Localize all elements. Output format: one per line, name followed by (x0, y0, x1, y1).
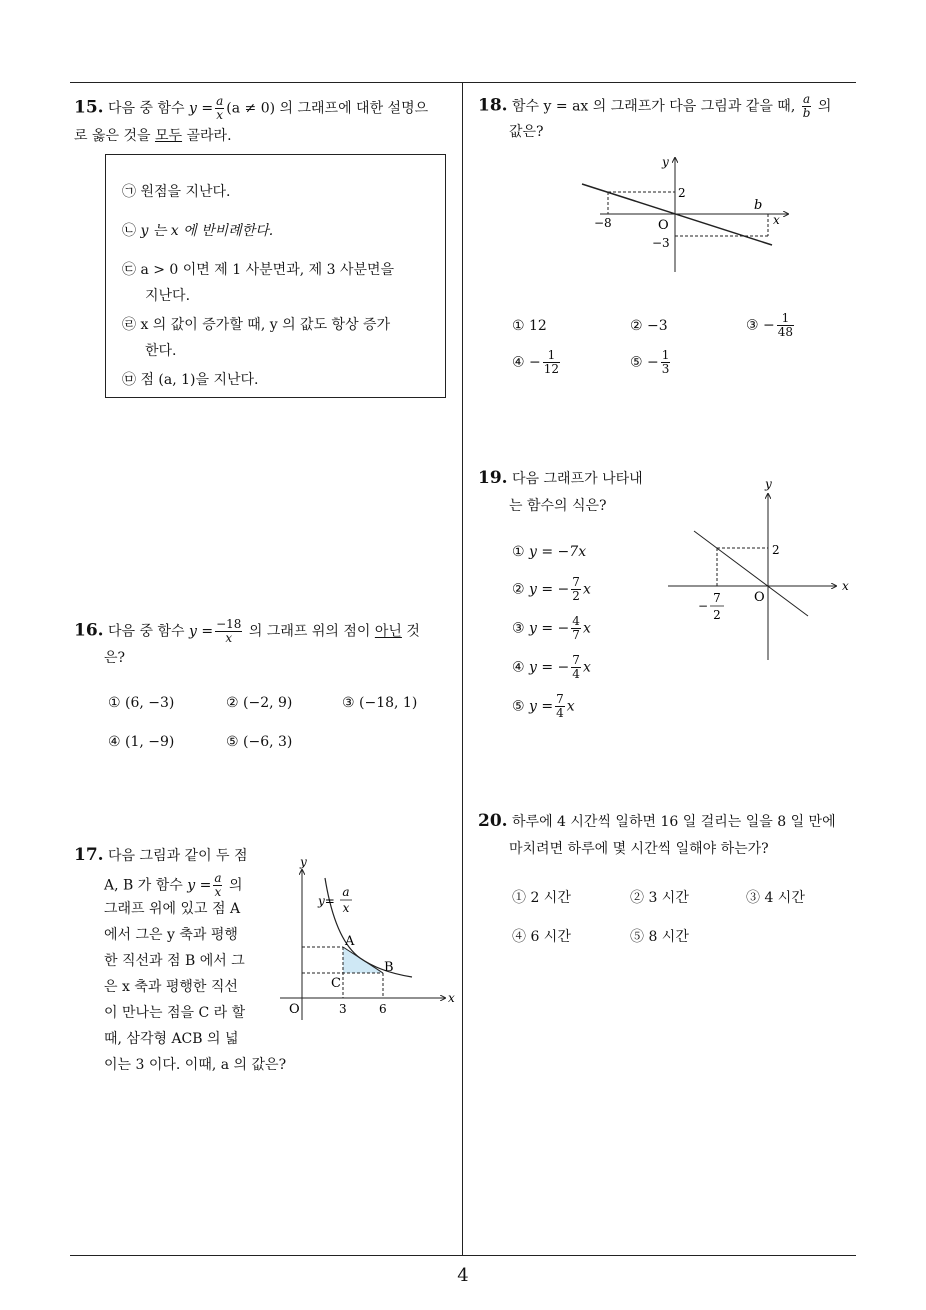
item-mark: ㉤ (122, 372, 136, 388)
choice-sign: − (647, 354, 659, 371)
tick-sign: − (698, 599, 709, 613)
q17-line1 (74, 845, 248, 865)
frac-num: 4 (572, 614, 580, 628)
q19-choice-5[interactable] (512, 693, 575, 720)
q16-text-a: 다음 중 함수 (108, 623, 185, 640)
q15-frac-den: x (216, 108, 224, 122)
q18-line1 (478, 93, 831, 120)
q19-choice-3[interactable] (512, 615, 591, 642)
q18-choice-5[interactable] (630, 349, 672, 376)
tick-m8: −8 (594, 216, 612, 230)
q17-line6: 은 x 축과 평행한 직선 (104, 979, 238, 995)
q16-line1 (74, 618, 420, 645)
q20-text: 하루에 4 시간씩 일하면 16 일 걸리는 일을 8 일 만에 (512, 814, 836, 830)
choice-mark: ② (512, 581, 525, 598)
q15-text-a: 다음 중 함수 (108, 100, 185, 117)
q15-func-lhs: y = (189, 100, 214, 117)
curve-eq-lhs: y= (318, 894, 335, 908)
q19-text: 다음 그래프가 나타내 (512, 471, 643, 487)
y-label: y (765, 477, 772, 491)
tick-2: 2 (678, 186, 686, 200)
q15-item-5 (122, 369, 259, 389)
frac-num: 7 (556, 692, 564, 706)
q20-choice-2[interactable]: ② 3 시간 (630, 890, 689, 906)
point-b-label: B (384, 960, 394, 975)
choice-mark: ④ (512, 354, 525, 371)
q16-choice-2[interactable]: ② (−2, 9) (226, 695, 293, 711)
tick-3: 3 (339, 1002, 347, 1016)
q15-item-3 (122, 259, 394, 279)
page-number: 4 (457, 1265, 469, 1286)
frac-num: 1 (661, 348, 670, 362)
q15-item-1 (122, 181, 231, 201)
point-a-label: A (345, 934, 355, 949)
curve-eq-den: x (342, 901, 350, 915)
q17-text: 다음 그림과 같이 두 점 (108, 848, 248, 864)
q16-choice-4[interactable]: ④ (1, −9) (108, 734, 175, 750)
q15-text-b: 의 그래프에 대한 설명으 (279, 100, 429, 117)
y-label: y (300, 855, 307, 869)
choice-mark: ③ (512, 620, 525, 637)
q17-fraction (213, 872, 222, 899)
q17-line3: 그래프 위에 있고 점 A (104, 901, 241, 917)
choice-mark: ④ (512, 659, 525, 676)
q17-line2 (104, 872, 242, 899)
q18-frac-num: a (803, 92, 811, 106)
q17-line4: 에서 그은 y 축과 평행 (104, 927, 238, 943)
q16-line2: 은? (104, 650, 126, 666)
point-c-label: C (331, 976, 341, 991)
choice-mark: ⑤ (630, 354, 643, 371)
choice-mark: ⑤ (512, 698, 525, 715)
q18-graph (580, 152, 800, 276)
q20-choice-1[interactable]: ① 2 시간 (512, 890, 571, 906)
item-text: 점 (a, 1)을 지난다. (140, 372, 259, 388)
origin-label: O (289, 1002, 300, 1017)
item-text: 원점을 지난다. (140, 184, 231, 200)
q15-underlined: 모두 (154, 128, 183, 144)
top-rule (70, 82, 856, 83)
frac-den: 7 (572, 628, 580, 642)
frac-den: 3 (661, 362, 670, 376)
q19-graph (664, 476, 860, 662)
choice-mark: ① (512, 544, 525, 560)
q16-choice-1[interactable]: ① (6, −3) (108, 695, 175, 711)
frac-den: 48 (777, 325, 794, 339)
q17-line5: 한 직선과 점 B 에서 그 (104, 953, 245, 969)
item-mark: ㉠ (122, 184, 136, 200)
x-label: x (448, 991, 455, 1005)
q19-choice-1[interactable] (512, 544, 586, 560)
q16-text-b: 의 그래프 위의 점이 (248, 623, 375, 640)
q15-line1 (74, 95, 428, 122)
choice-text: 12 (529, 318, 547, 334)
choice-post: x (582, 620, 591, 637)
q16-underlined: 아닌 (374, 623, 402, 640)
choice-text: −3 (647, 318, 668, 334)
item-text: x 의 값이 증가할 때, y 의 값도 항상 증가 (140, 317, 391, 333)
q15-item-4 (122, 314, 390, 334)
hyperbola-curve (325, 878, 412, 977)
choice-sign: − (763, 317, 775, 334)
q15-frac-num: a (216, 94, 224, 108)
q17-line9: 이는 3 이다. 이때, a 의 값은? (104, 1057, 287, 1073)
frac-den: 2 (572, 589, 580, 603)
q17-line8: 때, 삼각형 ACB 의 넓 (104, 1031, 239, 1047)
tick-2: 2 (772, 543, 780, 557)
q20-choice-3[interactable]: ③ 4 시간 (746, 890, 805, 906)
choice-pre: y = − (529, 620, 570, 637)
q18-number: 18. (478, 95, 508, 116)
tick-m3: −3 (652, 236, 670, 250)
function-line (694, 531, 808, 616)
choice-fraction (661, 349, 671, 376)
q19-line1 (478, 468, 643, 488)
choice-post: x (582, 659, 591, 676)
q16-number: 16. (74, 620, 104, 641)
frac-num: 7 (572, 575, 580, 589)
item-text: y 는 x 에 반비례한다. (140, 223, 274, 239)
q15-item-3-cont: 지난다. (145, 288, 191, 304)
q20-choice-5[interactable]: ⑤ 8 시간 (630, 929, 689, 945)
choice-mark: ② (630, 318, 643, 334)
q18-line2: 값은? (509, 124, 544, 140)
choice-post: x (582, 581, 591, 598)
choice-pre: y = (529, 698, 554, 715)
q15-func-cond: (a ≠ 0) (226, 100, 276, 117)
q17-graph (280, 850, 460, 1020)
bottom-rule (70, 1255, 856, 1256)
q20-line1 (478, 811, 836, 831)
item-mark: ㉢ (122, 262, 136, 278)
q15-item-4-cont: 한다. (145, 343, 177, 359)
q16-func-lhs: y = (189, 623, 214, 640)
q17-number: 17. (74, 845, 104, 865)
q17-func-lhs: y = (187, 877, 212, 894)
choice-fraction (555, 693, 565, 720)
q16-choice-3[interactable]: ③ (−18, 1) (342, 695, 418, 711)
choice-mark: ③ (746, 317, 759, 334)
q18-choice-1[interactable] (512, 318, 547, 334)
q18-choice-2[interactable] (630, 318, 668, 334)
choice-pre: y = − (529, 581, 570, 598)
choice-fraction (571, 576, 581, 603)
q20-choice-4[interactable]: ④ 6 시간 (512, 929, 571, 945)
x-label: x (842, 579, 849, 593)
q18-choice-3[interactable] (746, 312, 796, 339)
q15-fraction (215, 95, 224, 122)
choice-fraction (543, 349, 560, 376)
choice-sign: − (529, 354, 541, 371)
frac-den: 12 (543, 362, 560, 376)
item-text: a > 0 이면 제 1 사분면과, 제 3 사분면을 (140, 262, 395, 278)
q15-line2-a: 로 옳은 것을 (74, 128, 155, 144)
q20-number: 20. (478, 811, 508, 831)
q19-choice-4[interactable] (512, 654, 591, 681)
tick-den: 2 (713, 608, 721, 622)
q16-fraction (215, 618, 242, 645)
q18-choice-4[interactable] (512, 349, 562, 376)
q17-func-tail: 의 (228, 877, 243, 894)
q15-line2-b: 골라라. (182, 128, 232, 144)
q16-frac-den: x (225, 631, 233, 645)
q18-frac-den: b (802, 106, 811, 120)
q17-line7: 이 만나는 점을 C 라 할 (104, 1005, 246, 1021)
choice-fraction (571, 615, 581, 642)
q18-fraction (802, 93, 812, 120)
frac-num: 1 (543, 349, 560, 363)
tick-6: 6 (379, 1002, 387, 1016)
q17-frac-den: x (214, 885, 222, 899)
column-divider (462, 82, 463, 1256)
q17-text: A, B 가 함수 (104, 877, 183, 894)
frac-num: 1 (777, 312, 794, 326)
item-mark: ㉣ (122, 317, 136, 333)
choice-fraction (571, 654, 581, 681)
q16-choice-5[interactable]: ⑤ (−6, 3) (226, 734, 293, 750)
choice-fraction (777, 312, 794, 339)
tick-b: b (754, 198, 763, 213)
origin-label: O (754, 590, 765, 605)
frac-den: 4 (572, 667, 580, 681)
q18-text-a: 함수 y = ax 의 그래프가 다음 그림과 같을 때, (512, 98, 796, 115)
curve-eq-num: a (342, 885, 350, 899)
q19-line2: 는 함수의 식은? (509, 498, 607, 514)
q16-text-c: 것 (401, 623, 420, 640)
q15-number: 15. (74, 97, 104, 118)
tick-num: 7 (713, 591, 721, 605)
q17-frac-num: a (214, 871, 222, 885)
choice-text: y = −7x (529, 544, 587, 560)
choice-post: x (566, 698, 575, 715)
y-label: y (662, 155, 669, 169)
choice-mark: ① (512, 318, 525, 334)
q19-number: 19. (478, 468, 508, 488)
frac-den: 4 (556, 706, 564, 720)
q15-line2 (74, 125, 232, 145)
item-mark: ㉡ (122, 223, 136, 239)
x-label: x (773, 213, 780, 227)
q15-item-2 (122, 220, 273, 240)
frac-num: 7 (572, 653, 580, 667)
q18-text-b: 의 (817, 98, 832, 115)
q20-line2: 마치려면 하루에 몇 시간씩 일해야 하는가? (509, 841, 769, 857)
choice-pre: y = − (529, 659, 570, 676)
q19-choice-2[interactable] (512, 576, 591, 603)
origin-label: O (658, 218, 669, 233)
q16-frac-num: −18 (216, 617, 242, 631)
